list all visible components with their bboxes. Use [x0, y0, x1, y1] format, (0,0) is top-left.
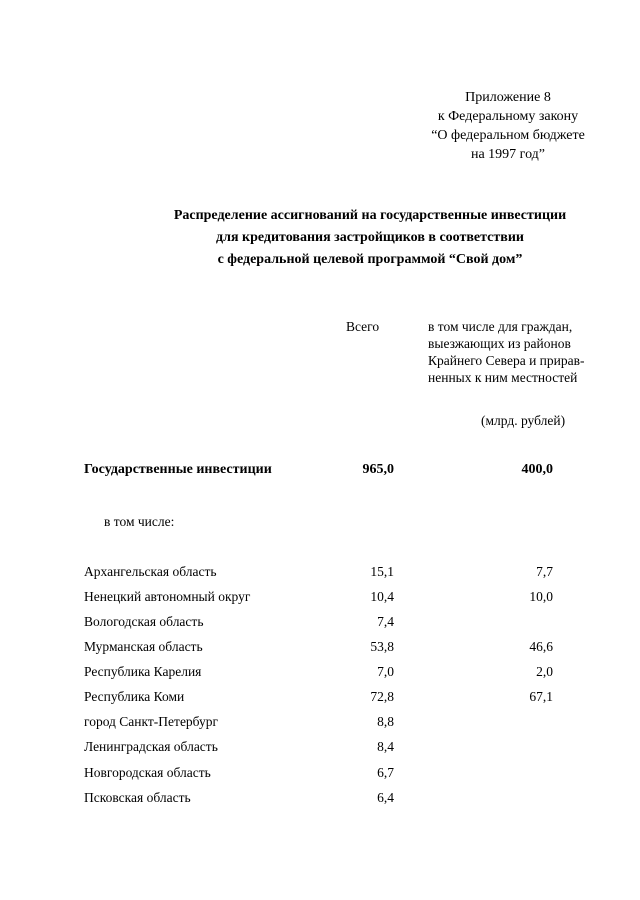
region-north: 67,1: [529, 689, 553, 704]
region-name: Архангельская область: [84, 564, 217, 579]
region-total: 7,4: [377, 614, 394, 629]
summary-total: 965,0: [362, 462, 394, 477]
table-row: [0, 664, 640, 684]
region-name: Ленинградская область: [84, 739, 218, 754]
region-north: 46,6: [529, 639, 553, 654]
table-row: [0, 639, 640, 659]
region-north: 7,7: [536, 564, 553, 579]
region-total: 53,8: [370, 639, 394, 654]
region-name: Ненецкий автономный округ: [84, 589, 251, 604]
document-title: [120, 205, 620, 271]
title-line: Распределение ассигнований на государственные инвестиции: [173, 208, 567, 223]
table-row: [0, 589, 640, 609]
annex-line: на 1997 год”: [470, 147, 546, 162]
region-north: 2,0: [536, 664, 553, 679]
annex-header: [408, 88, 608, 164]
title-line: с федеральной целевой программой “Свой дом”: [217, 252, 523, 267]
including-label: в том числе:: [104, 514, 175, 529]
column-header-line: выезжающих из районов: [428, 336, 571, 351]
region-total: 8,8: [377, 714, 394, 729]
annex-line: Приложение 8: [465, 90, 551, 105]
title-line: для кредитования застройщиков в соответствии: [216, 230, 524, 245]
region-name: Республика Коми: [84, 689, 185, 704]
summary-row: [0, 462, 640, 482]
column-header-line: в том числе для граждан,: [428, 319, 573, 334]
region-total: 8,4: [377, 739, 394, 754]
column-header-line: ненных к ним местностей: [428, 370, 578, 385]
summary-name: Государственные инвестиции: [84, 462, 272, 477]
table-row: [0, 765, 640, 785]
region-total: 6,4: [377, 790, 394, 805]
region-total: 6,7: [377, 765, 394, 780]
annex-line: к Федеральному закону: [437, 109, 579, 124]
region-name: Вологодская область: [84, 614, 204, 629]
region-name: Новгородская область: [84, 765, 211, 780]
table-row: [0, 689, 640, 709]
annex-line: “О федеральном бюджете: [431, 128, 585, 143]
region-total: 10,4: [370, 589, 394, 604]
region-name: город Санкт-Петербург: [84, 714, 219, 729]
column-header-line: Крайнего Севера и прирав-: [428, 353, 585, 368]
table-row: [0, 714, 640, 734]
region-total: 15,1: [370, 564, 394, 579]
region-total: 72,8: [370, 689, 394, 704]
table-row: [0, 790, 640, 810]
table-row: [0, 614, 640, 634]
region-north: 10,0: [529, 589, 553, 604]
units-label: (млрд. рублей): [481, 413, 566, 428]
table-row: [0, 564, 640, 584]
region-name: Псковская область: [84, 790, 191, 805]
column-header-north: [428, 318, 638, 386]
region-name: Республика Карелия: [84, 664, 202, 679]
column-header-total: Всего: [346, 319, 380, 334]
summary-north: 400,0: [521, 462, 553, 477]
region-name: Мурманская область: [84, 639, 203, 654]
region-total: 7,0: [377, 664, 394, 679]
table-row: [0, 739, 640, 759]
